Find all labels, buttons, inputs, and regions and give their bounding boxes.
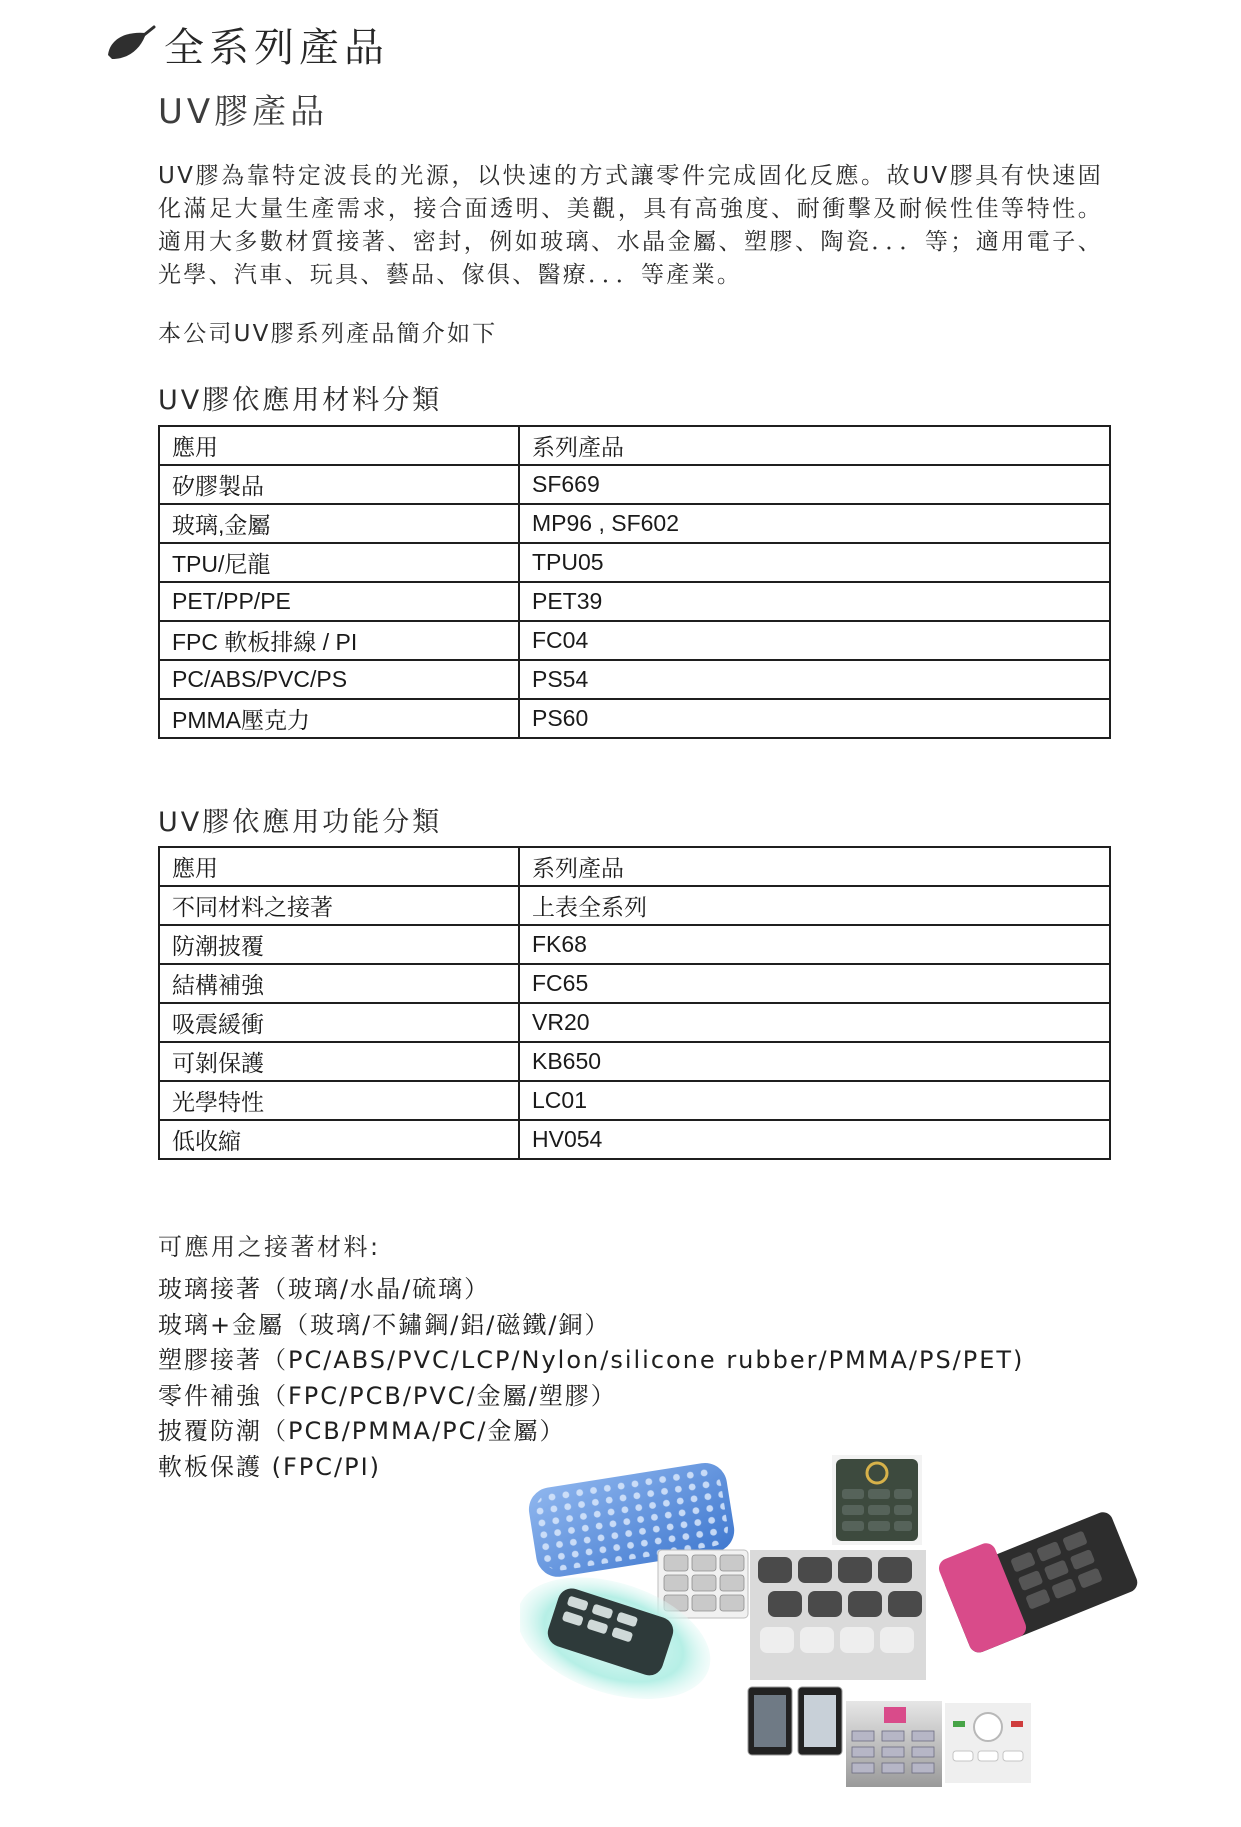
list-item: 零件補強（FPC/PCB/PVC/金屬/塑膠） <box>158 1381 617 1410</box>
list-item: 軟板保護 (FPC/PI) <box>158 1452 382 1481</box>
table-row <box>159 582 1110 621</box>
list-item: 玻璃接著（玻璃/水晶/硫璃） <box>158 1275 491 1303</box>
slider-phone <box>936 1495 1140 1655</box>
table-cell-product: KB650 <box>519 1042 1110 1081</box>
table-header-row <box>159 426 1110 465</box>
phone-screens <box>748 1687 842 1755</box>
table-row <box>159 543 1110 582</box>
table-header-cell: 應用 <box>159 426 519 465</box>
page-subtitle: UV膠產品 <box>158 92 329 132</box>
leaf-icon <box>104 23 156 67</box>
table-cell-application: 低收縮 <box>159 1120 519 1159</box>
table-row <box>159 1042 1110 1081</box>
table-cell-product: TPU05 <box>519 543 1110 582</box>
materials-title: 可應用之接著材料: <box>158 1233 381 1261</box>
table-cell-product: PET39 <box>519 582 1110 621</box>
pcb-keypad <box>846 1701 942 1787</box>
intro-paragraph: UV膠為靠特定波長的光源，以快速的方式讓零件完成固化反應。故UV膠具有快速固化滿足大量生產需求，接合面透明、美觀，具有高強度、耐衝擊及耐候性佳等特性。適用大多數材質接著、密封，例如玻璃、水晶金屬、塑膠、陶瓷．．．等；適用電子、光學、汽車、玩具、藝品、傢俱、醫療．．．等產業。 <box>158 163 1103 288</box>
table-cell-product: LC01 <box>519 1081 1110 1120</box>
table-cell-product: MP96 , SF602 <box>519 504 1110 543</box>
table-cell-application: FPC 軟板排線 / PI <box>159 621 519 660</box>
materials-list <box>158 1272 1024 1485</box>
page-title: 全系列產品 <box>164 25 389 71</box>
table-cell-product: SF669 <box>519 465 1110 504</box>
table-row <box>159 504 1110 543</box>
table-row <box>159 964 1110 1003</box>
table-cell-product: PS54 <box>519 660 1110 699</box>
table-cell-product: FK68 <box>519 925 1110 964</box>
list-item: 塑膠接著（PC/ABS/PVC/LCP/Nylon/silicone rubber/PMMA/PS/PET) <box>158 1346 1025 1374</box>
table-row <box>159 660 1110 699</box>
table-cell-application: PC/ABS/PVC/PS <box>159 660 519 699</box>
material-table <box>158 425 1111 739</box>
table-cell-application: 矽膠製品 <box>159 465 519 504</box>
table-row <box>159 886 1110 925</box>
function-table <box>158 846 1111 1160</box>
phone-keypad-white <box>945 1703 1031 1783</box>
material-section-title: UV膠依應用材料分類 <box>158 385 443 416</box>
table-header-row <box>159 847 1110 886</box>
table-row <box>159 925 1110 964</box>
table-cell-product: 上表全系列 <box>519 886 1110 925</box>
rubber-keypad <box>832 1455 922 1545</box>
table-row <box>159 1081 1110 1120</box>
table-cell-application: 不同材料之接著 <box>159 886 519 925</box>
product-photo-collage <box>520 1455 1140 1790</box>
calculator-keys <box>750 1550 926 1680</box>
table-cell-application: PMMA壓克力 <box>159 699 519 738</box>
table-header-cell: 應用 <box>159 847 519 886</box>
table-cell-application: 吸震緩衝 <box>159 1003 519 1042</box>
table-cell-product: FC04 <box>519 621 1110 660</box>
table-cell-application: 結構補強 <box>159 964 519 1003</box>
table-cell-application: 玻璃,金屬 <box>159 504 519 543</box>
table-cell-application: 可剝保護 <box>159 1042 519 1081</box>
table-cell-application: 防潮披覆 <box>159 925 519 964</box>
table-cell-product: PS60 <box>519 699 1110 738</box>
list-item: 披覆防潮（PCB/PMMA/PC/金屬） <box>158 1417 566 1445</box>
function-section-title: UV膠依應用功能分類 <box>158 807 443 838</box>
table-cell-product: HV054 <box>519 1120 1110 1159</box>
table-row <box>159 699 1110 738</box>
list-item: 玻璃+金屬（玻璃/不鏽鋼/鋁/磁鐵/銅） <box>158 1310 611 1339</box>
table-header-cell: 系列產品 <box>519 426 1110 465</box>
table-cell-application: TPU/尼龍 <box>159 543 519 582</box>
table-row <box>159 1120 1110 1159</box>
table-row <box>159 465 1110 504</box>
table-row <box>159 621 1110 660</box>
table-cell-application: PET/PP/PE <box>159 582 519 621</box>
table-cell-product: VR20 <box>519 1003 1110 1042</box>
table-cell-product: FC65 <box>519 964 1110 1003</box>
intro-lead: 本公司UV膠系列產品簡介如下 <box>158 321 498 347</box>
table-header-cell: 系列產品 <box>519 847 1110 886</box>
page-header <box>104 16 389 73</box>
table-row <box>159 1003 1110 1042</box>
table-cell-application: 光學特性 <box>159 1081 519 1120</box>
